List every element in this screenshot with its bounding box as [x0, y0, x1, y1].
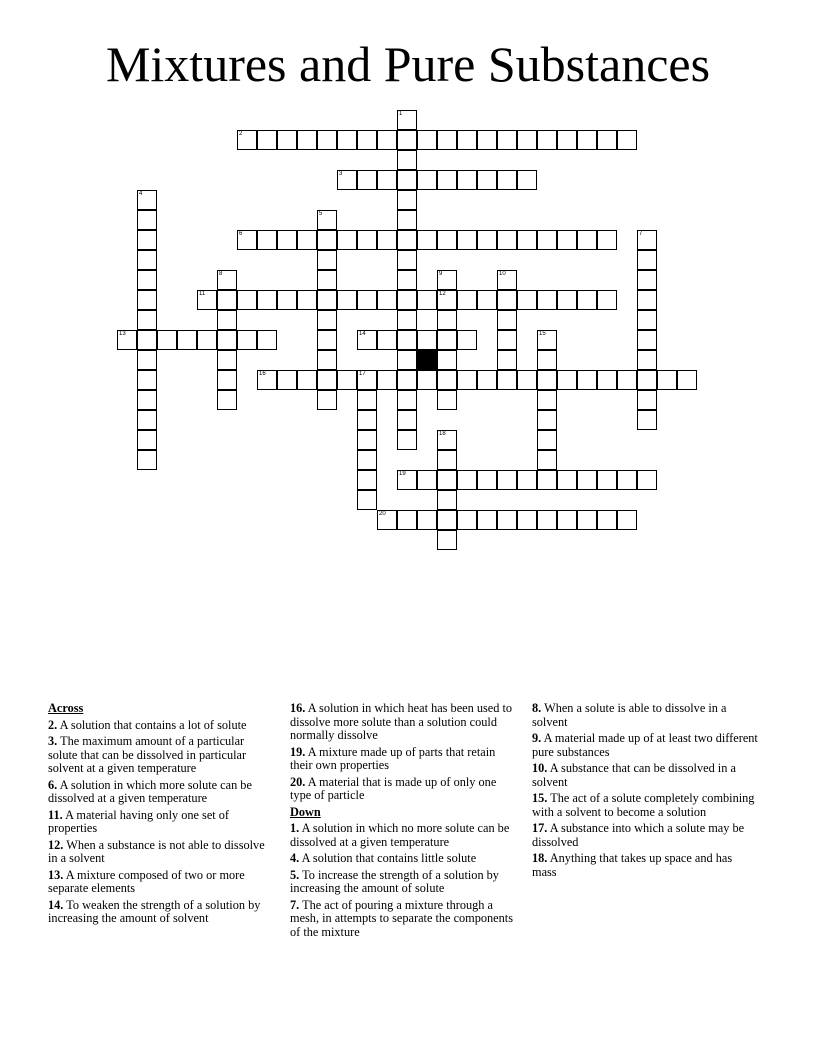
crossword-cell[interactable]	[317, 350, 337, 370]
crossword-cell[interactable]	[537, 510, 557, 530]
crossword-cell[interactable]	[517, 130, 537, 150]
clue-number: 9.	[532, 731, 542, 745]
crossword-cell[interactable]	[397, 430, 417, 450]
crossword-cell[interactable]	[437, 270, 457, 290]
crossword-cell[interactable]	[397, 250, 417, 270]
clue-text: A substance that can be dissolved in a solvent	[532, 761, 736, 789]
crossword-cell[interactable]	[457, 330, 477, 350]
crossword-cell[interactable]	[317, 310, 337, 330]
crossword-cell[interactable]	[417, 510, 437, 530]
crossword-cell[interactable]	[137, 250, 157, 270]
crossword-cell[interactable]	[477, 510, 497, 530]
crossword-cell[interactable]	[217, 390, 237, 410]
clue-item	[48, 839, 274, 866]
clue-text: The act of a solute completely combining with a solvent to become a solution	[532, 791, 755, 819]
crossword-cell[interactable]	[357, 430, 377, 450]
clue-text: The act of pouring a mixture through a mesh, in attempts to separate the components of the mixture	[290, 897, 513, 939]
crossword-cell[interactable]	[137, 370, 157, 390]
clue-text: A solution in which no more solute can be dissolved at a given temperature	[290, 821, 510, 849]
crossword-cell[interactable]	[117, 330, 137, 350]
crossword-cell[interactable]	[437, 330, 457, 350]
crossword-cell[interactable]	[437, 430, 457, 450]
crossword-cell[interactable]	[497, 270, 517, 290]
crossword-cell[interactable]	[517, 230, 537, 250]
crossword-cell[interactable]	[497, 330, 517, 350]
crossword-cell[interactable]	[237, 290, 257, 310]
crossword-cell[interactable]	[537, 470, 557, 490]
crossword-cell[interactable]	[537, 370, 557, 390]
crossword-cell[interactable]	[417, 330, 437, 350]
crossword-cell[interactable]	[377, 130, 397, 150]
crossword-cell[interactable]	[597, 290, 617, 310]
crossword-cell[interactable]	[257, 130, 277, 150]
crossword-cell[interactable]	[337, 230, 357, 250]
clue-number: 13.	[48, 867, 64, 882]
cell-number: 5	[319, 211, 323, 217]
crossword-cell[interactable]	[357, 230, 377, 250]
crossword-cell[interactable]	[337, 130, 357, 150]
crossword-cell[interactable]	[457, 170, 477, 190]
clue-number: 5.	[290, 867, 300, 882]
crossword-cell[interactable]	[417, 370, 437, 390]
clue-item	[532, 762, 758, 789]
crossword-cell[interactable]	[137, 270, 157, 290]
crossword-cell[interactable]	[497, 310, 517, 330]
clue-number: 18.	[532, 851, 548, 865]
crossword-cell[interactable]	[417, 130, 437, 150]
crossword-cell[interactable]	[537, 430, 557, 450]
clue-item	[48, 809, 274, 836]
crossword-cell[interactable]	[157, 330, 177, 350]
crossword-cell[interactable]	[557, 370, 577, 390]
crossword-cell[interactable]	[397, 190, 417, 210]
crossword-cell[interactable]	[357, 370, 377, 390]
crossword-cell[interactable]	[557, 470, 577, 490]
crossword-cell[interactable]	[397, 370, 417, 390]
crossword-cell[interactable]	[557, 230, 577, 250]
clue-number: 7.	[290, 897, 300, 912]
clue-number: 10.	[532, 761, 548, 775]
crossword-cell[interactable]	[537, 130, 557, 150]
cell-number: 17	[359, 371, 366, 377]
crossword-cell[interactable]	[517, 170, 537, 190]
crossword-cell[interactable]	[397, 270, 417, 290]
cell-number: 13	[119, 331, 126, 337]
crossword-cell[interactable]	[637, 270, 657, 290]
crossword-cell[interactable]	[317, 330, 337, 350]
cell-number: 20	[379, 511, 386, 517]
cell-number: 11	[199, 291, 206, 297]
crossword-cell[interactable]	[317, 270, 337, 290]
crossword-cell[interactable]	[217, 370, 237, 390]
crossword-cell[interactable]	[417, 170, 437, 190]
clue-text: A mixture made up of parts that retain their own properties	[290, 744, 496, 772]
crossword-cell[interactable]	[537, 230, 557, 250]
crossword-cell[interactable]	[397, 290, 417, 310]
crossword-cell[interactable]	[397, 470, 417, 490]
crossword-cell[interactable]	[577, 290, 597, 310]
crossword-cell[interactable]	[277, 130, 297, 150]
crossword-cell[interactable]	[217, 330, 237, 350]
crossword-cell[interactable]	[277, 230, 297, 250]
crossword-cell[interactable]	[437, 370, 457, 390]
crossword-cell[interactable]	[437, 130, 457, 150]
clue-column	[532, 702, 758, 882]
crossword-cell[interactable]	[397, 510, 417, 530]
cell-number: 6	[239, 231, 243, 237]
crossword-cell[interactable]	[497, 510, 517, 530]
crossword-cell[interactable]	[337, 170, 357, 190]
crossword-cell[interactable]	[317, 370, 337, 390]
clue-text: To increase the strength of a solution by increasing the amount of solute	[290, 867, 499, 895]
crossword-cell[interactable]	[337, 370, 357, 390]
clue-item	[290, 899, 516, 940]
crossword-cell[interactable]	[617, 130, 637, 150]
crossword-cell[interactable]	[537, 450, 557, 470]
crossword-cell[interactable]	[617, 510, 637, 530]
crossword-cell[interactable]	[317, 250, 337, 270]
crossword-cell[interactable]	[137, 310, 157, 330]
crossword-cell[interactable]	[237, 230, 257, 250]
crossword-cell[interactable]	[437, 470, 457, 490]
crossword-cell[interactable]	[477, 290, 497, 310]
crossword-cell[interactable]	[377, 170, 397, 190]
crossword-cell[interactable]	[597, 470, 617, 490]
clue-number: 11.	[48, 807, 63, 822]
crossword-cell[interactable]	[397, 230, 417, 250]
crossword-cell[interactable]	[317, 130, 337, 150]
crossword-cell[interactable]	[457, 510, 477, 530]
crossword-cell[interactable]	[337, 290, 357, 310]
crossword-cell[interactable]	[257, 230, 277, 250]
crossword-cell[interactable]	[397, 330, 417, 350]
crossword-cell[interactable]	[517, 510, 537, 530]
crossword-cell[interactable]	[497, 130, 517, 150]
crossword-cell[interactable]	[417, 290, 437, 310]
crossword-cell[interactable]	[537, 410, 557, 430]
clue-number: 2.	[48, 717, 58, 732]
clue-text: A solution that contains a lot of solute	[59, 717, 247, 732]
clue-item	[48, 869, 274, 896]
crossword-cell[interactable]	[497, 370, 517, 390]
crossword-cell[interactable]	[537, 390, 557, 410]
crossword-cell[interactable]	[637, 290, 657, 310]
across-heading: Across	[48, 701, 84, 715]
cell-number: 15	[539, 331, 546, 337]
clue-column	[290, 702, 516, 942]
crossword-cell[interactable]	[477, 470, 497, 490]
crossword-cell[interactable]	[477, 370, 497, 390]
crossword-cell[interactable]	[437, 230, 457, 250]
cell-number: 8	[219, 271, 223, 277]
crossword-cell[interactable]	[457, 230, 477, 250]
crossword-cell[interactable]	[577, 510, 597, 530]
crossword-cell[interactable]	[357, 390, 377, 410]
crossword-cell[interactable]	[517, 290, 537, 310]
crossword-cell[interactable]	[297, 230, 317, 250]
crossword-cell[interactable]	[457, 470, 477, 490]
crossword-cell[interactable]	[417, 470, 437, 490]
crossword-cell[interactable]	[237, 330, 257, 350]
clue-item	[290, 702, 516, 743]
crossword-cell[interactable]	[637, 390, 657, 410]
crossword-cell[interactable]	[137, 350, 157, 370]
crossword-cell[interactable]	[317, 290, 337, 310]
clue-text: A solution that contains little solute	[301, 851, 477, 865]
down-heading: Down	[290, 804, 321, 819]
clue-number: 14.	[48, 897, 64, 912]
cell-number: 14	[359, 331, 366, 337]
crossword-cell[interactable]	[397, 150, 417, 170]
crossword-cell[interactable]	[577, 470, 597, 490]
crossword-cell[interactable]	[577, 230, 597, 250]
crossword-cell[interactable]	[397, 210, 417, 230]
crossword-cell[interactable]	[137, 230, 157, 250]
crossword-cell[interactable]	[317, 230, 337, 250]
clue-text: A solution in which more solute can be dissolved at a given temperature	[48, 777, 252, 805]
clue-text: Anything that takes up space and has mass	[532, 851, 733, 879]
crossword-cell[interactable]	[197, 290, 217, 310]
crossword-cell[interactable]	[297, 130, 317, 150]
crossword-cell[interactable]	[437, 450, 457, 470]
crossword-cell[interactable]	[277, 370, 297, 390]
clue-item	[532, 792, 758, 819]
crossword-cell[interactable]	[477, 230, 497, 250]
crossword-cell[interactable]	[497, 170, 517, 190]
cell-number: 18	[439, 431, 446, 437]
crossword-cell[interactable]	[617, 370, 637, 390]
crossword-cell[interactable]	[637, 470, 657, 490]
cell-number: 2	[239, 131, 243, 137]
crossword-cell[interactable]	[437, 290, 457, 310]
crossword-cell[interactable]	[637, 310, 657, 330]
clue-number: 3.	[48, 734, 58, 748]
crossword-cell[interactable]	[177, 330, 197, 350]
crossword-cell[interactable]	[217, 270, 237, 290]
crossword-cell[interactable]	[557, 290, 577, 310]
crossword-cell[interactable]	[597, 230, 617, 250]
cell-number: 3	[339, 171, 343, 177]
cell-number: 19	[399, 471, 406, 477]
cell-number: 9	[439, 271, 443, 277]
crossword-cell[interactable]	[357, 130, 377, 150]
crossword-cell[interactable]	[637, 410, 657, 430]
crossword-cell[interactable]	[137, 290, 157, 310]
crossword-cell[interactable]	[477, 170, 497, 190]
crossword-cell[interactable]	[257, 290, 277, 310]
clue-item	[290, 746, 516, 773]
crossword-cell[interactable]	[137, 410, 157, 430]
clue-text: When a substance is not able to dissolve in a solvent	[48, 837, 265, 865]
crossword-cell[interactable]	[637, 250, 657, 270]
crossword-cell[interactable]	[137, 390, 157, 410]
clue-item	[48, 899, 274, 926]
crossword-cell[interactable]	[197, 330, 217, 350]
clue-item	[532, 822, 758, 849]
clue-number: 12.	[48, 837, 64, 852]
crossword-cell[interactable]	[397, 390, 417, 410]
crossword-cell[interactable]	[137, 210, 157, 230]
crossword-cell[interactable]	[397, 110, 417, 130]
clue-item	[48, 779, 274, 806]
crossword-cell[interactable]	[317, 390, 337, 410]
crossword-cell[interactable]	[217, 350, 237, 370]
crossword-cell[interactable]	[357, 170, 377, 190]
clue-number: 15.	[532, 791, 548, 805]
crossword-cell[interactable]	[437, 390, 457, 410]
crossword-cell[interactable]	[217, 310, 237, 330]
clue-column	[48, 702, 274, 929]
crossword-cell[interactable]	[557, 130, 577, 150]
clue-item	[290, 869, 516, 896]
crossword-cell[interactable]	[137, 190, 157, 210]
crossword-cell[interactable]	[397, 350, 417, 370]
crossword-cell[interactable]	[357, 450, 377, 470]
crossword-cell[interactable]	[377, 370, 397, 390]
black-square	[417, 350, 437, 370]
clue-text: A material having only one set of properties	[48, 807, 230, 835]
crossword-cell[interactable]	[377, 290, 397, 310]
clue-item	[290, 776, 516, 803]
clue-number: 20.	[290, 774, 306, 789]
crossword-cell[interactable]	[577, 130, 597, 150]
clue-text: A material made up of at least two different pure substances	[532, 731, 758, 759]
clue-text: A substance into which a solute may be dissolved	[532, 821, 745, 849]
crossword-cell[interactable]	[677, 370, 697, 390]
clue-number: 1.	[290, 821, 300, 835]
crossword-cell[interactable]	[397, 410, 417, 430]
clue-item	[532, 702, 758, 729]
clue-text: A solution in which heat has been used to dissolve more solute than a solution could normally dissolve	[290, 701, 513, 742]
crossword-cell[interactable]	[437, 350, 457, 370]
crossword-cell[interactable]	[597, 370, 617, 390]
clue-text: A material that is made up of only one type of particle	[290, 774, 497, 802]
crossword-cell[interactable]	[137, 450, 157, 470]
crossword-cell[interactable]	[497, 230, 517, 250]
crossword-cell[interactable]	[437, 490, 457, 510]
crossword-cell[interactable]	[277, 290, 297, 310]
cell-number: 4	[139, 191, 143, 197]
crossword-cell[interactable]	[357, 290, 377, 310]
crossword-cell[interactable]	[457, 130, 477, 150]
cell-number: 12	[439, 291, 446, 297]
crossword-cell[interactable]	[477, 130, 497, 150]
clue-item	[532, 852, 758, 879]
crossword-cell[interactable]	[637, 330, 657, 350]
crossword-cell[interactable]	[537, 330, 557, 350]
crossword-cell[interactable]	[357, 410, 377, 430]
crossword-cell[interactable]	[537, 290, 557, 310]
crossword-cell[interactable]	[657, 370, 677, 390]
crossword-cell[interactable]	[457, 290, 477, 310]
crossword-cell[interactable]	[357, 330, 377, 350]
crossword-cell[interactable]	[437, 530, 457, 550]
crossword-cell[interactable]	[417, 230, 437, 250]
crossword-cell[interactable]	[397, 310, 417, 330]
crossword-cell[interactable]	[397, 170, 417, 190]
clue-text: The maximum amount of a particular solute that can be dissolved in particular solvent at a given temperature	[48, 734, 247, 775]
crossword-cell[interactable]	[257, 370, 277, 390]
clue-item	[532, 732, 758, 759]
crossword-cell[interactable]	[497, 470, 517, 490]
page-title: Mixtures and Pure Substances	[105, 36, 711, 92]
crossword-cell[interactable]	[437, 310, 457, 330]
clue-item	[48, 735, 274, 776]
crossword-cell[interactable]	[617, 470, 637, 490]
crossword-cell[interactable]	[317, 210, 337, 230]
cell-number: 10	[499, 271, 506, 277]
crossword-cell[interactable]	[297, 290, 317, 310]
crossword-cell[interactable]	[517, 370, 537, 390]
crossword-cell[interactable]	[437, 170, 457, 190]
crossword-cell[interactable]	[537, 350, 557, 370]
cell-number: 16	[259, 371, 266, 377]
crossword-cell[interactable]	[497, 350, 517, 370]
crossword-cell[interactable]	[637, 230, 657, 250]
crossword-cell[interactable]	[497, 290, 517, 310]
crossword-cell[interactable]	[257, 330, 277, 350]
crossword-cell[interactable]	[437, 510, 457, 530]
clue-item	[48, 719, 274, 733]
clue-item	[290, 852, 516, 866]
crossword-cell[interactable]	[237, 130, 257, 150]
crossword-cell[interactable]	[377, 330, 397, 350]
clue-text: A mixture composed of two or more separate elements	[48, 867, 245, 895]
clue-number: 6.	[48, 777, 58, 792]
clue-number: 19.	[290, 744, 306, 759]
cell-number: 1	[399, 111, 403, 117]
crossword-cell[interactable]	[577, 370, 597, 390]
clue-text: To weaken the strength of a solution by increasing the amount of solvent	[48, 897, 261, 925]
crossword-cell[interactable]	[137, 330, 157, 350]
crossword-cell[interactable]	[517, 470, 537, 490]
crossword-cell[interactable]	[597, 130, 617, 150]
crossword-cell[interactable]	[297, 370, 317, 390]
crossword-cell[interactable]	[597, 510, 617, 530]
crossword-cell[interactable]	[637, 370, 657, 390]
cell-number: 7	[639, 231, 643, 237]
clue-text: When a solute is able to dissolve in a solvent	[532, 701, 727, 729]
crossword-cell[interactable]	[637, 350, 657, 370]
clue-number: 17.	[532, 821, 548, 835]
clue-item	[290, 822, 516, 849]
crossword-cell[interactable]	[397, 130, 417, 150]
clue-number: 16.	[290, 701, 306, 715]
crossword-cell[interactable]	[357, 470, 377, 490]
clue-number: 8.	[532, 701, 542, 715]
crossword-cell[interactable]	[137, 430, 157, 450]
crossword-cell[interactable]	[217, 290, 237, 310]
clue-number: 4.	[290, 851, 300, 865]
crossword-cell[interactable]	[377, 230, 397, 250]
crossword-cell[interactable]	[357, 490, 377, 510]
crossword-cell[interactable]	[377, 510, 397, 530]
crossword-cell[interactable]	[557, 510, 577, 530]
crossword-cell[interactable]	[457, 370, 477, 390]
